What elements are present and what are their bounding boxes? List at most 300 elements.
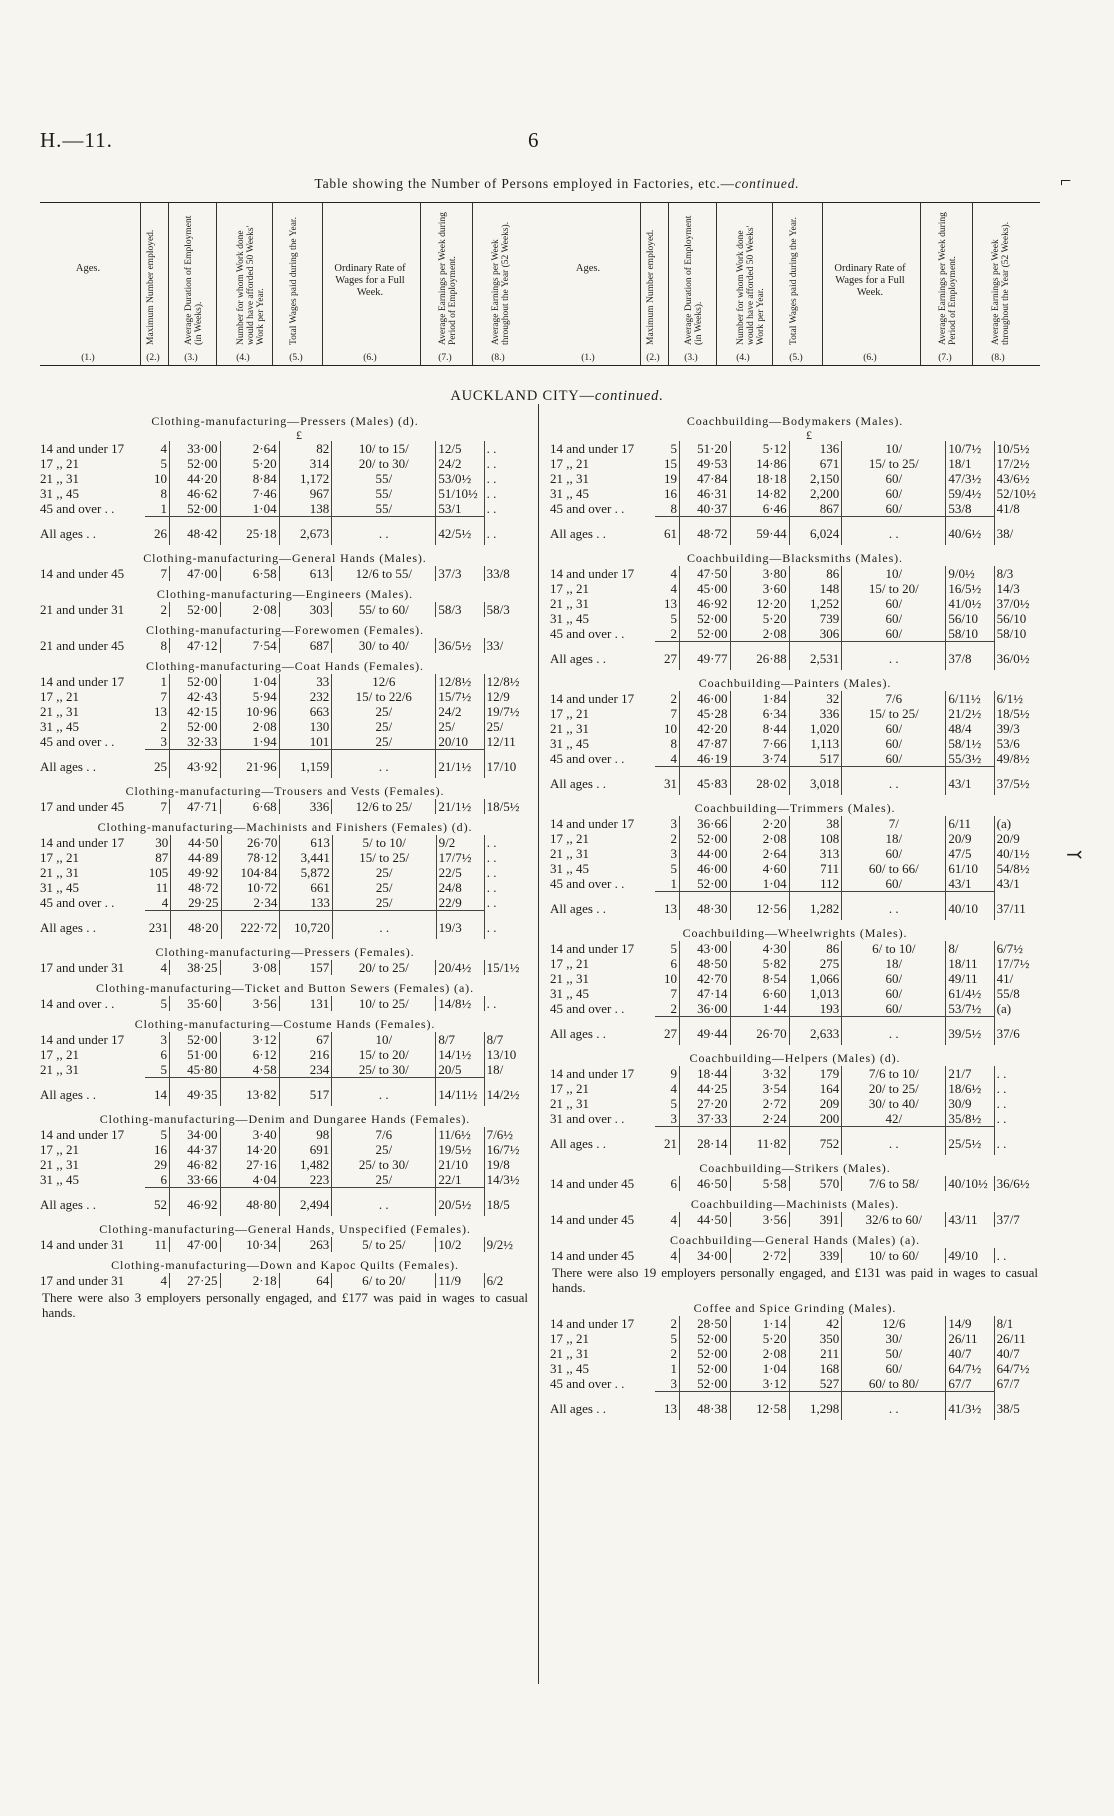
total-label: All ages . . [40,1086,96,1102]
table-row [548,1248,1042,1263]
value-cell: 1,252 [789,596,842,611]
column-header-label: Average Duration of Employment (in Weeks). [184,215,204,345]
table-row [548,691,1042,706]
value-cell: 5·82 [730,956,789,971]
value-cell: 20/ to 25/ [842,1081,946,1096]
value-cell: 52·00 [170,456,220,471]
total-value: 28·14 [680,1127,730,1156]
value-cell: 52·00 [680,876,730,892]
table-row [38,835,532,850]
age-cell: 31 and over . . [550,1111,625,1127]
value-cell: 60/ [842,626,946,642]
value-cell: 108 [789,831,842,846]
value-cell: 1·94 [220,734,279,750]
value-cell: 2 [655,1316,679,1331]
value-cell: 52·00 [680,1361,730,1376]
age-cell: 17 and under 31 [40,1273,125,1288]
total-value: 40/10 [946,892,994,921]
value-cell: 25/ [332,880,436,895]
value-cell: 52·00 [680,1346,730,1361]
value-cell: 55/ to 60/ [332,602,436,617]
section-table [548,816,1042,920]
value-cell: 101 [279,734,332,750]
value-cell: 25/ [332,895,436,911]
value-cell: 2·08 [730,831,789,846]
table-row [548,626,1042,642]
section-table [38,960,532,975]
total-value: 37/11 [996,900,1026,916]
pound-sign: £ [296,428,302,442]
value-cell: 25/ [436,719,484,734]
value-cell: 86 [789,941,842,956]
table-row [548,1212,1042,1227]
value-cell: 4 [655,1248,679,1263]
value-cell: 12·20 [730,596,789,611]
column-header-label: Ages. [75,263,101,274]
value-cell: 60/ [842,486,946,501]
total-value: 6,024 [789,517,842,546]
value-cell: 967 [279,486,332,501]
table-row [548,566,1042,581]
value-cell: 42/ [842,1111,946,1127]
value-cell: 21/1½ [436,799,484,814]
value-cell: 36/6½ [996,1176,1030,1191]
age-cell: 17 ,, 21 [40,1047,79,1062]
value-cell: 46·82 [170,1157,220,1172]
value-cell: 51·00 [170,1047,220,1062]
value-cell: 4·60 [730,861,789,876]
value-cell: 60/ [842,751,946,767]
table-row [548,471,1042,486]
age-cell: 17 ,, 21 [550,456,589,471]
age-cell: 31 ,, 45 [40,880,79,895]
total-value: 37/8 [946,642,994,671]
age-cell: 14 and under 17 [40,441,125,456]
value-cell: 47·84 [680,471,730,486]
age-cell: 14 and under 17 [40,674,125,689]
value-cell: 42·20 [680,721,730,736]
value-cell: 5/ to 25/ [332,1237,436,1252]
value-cell: 130 [279,719,332,734]
value-cell: 58/3 [486,602,510,617]
table-row [548,1376,1042,1392]
value-cell: 5 [655,941,679,956]
value-cell: 7 [655,986,679,1001]
value-cell: 29 [145,1157,169,1172]
age-cell: 45 and over . . [40,734,115,750]
total-value: 10,720 [280,911,332,940]
age-cell: 14 and under 45 [550,1176,635,1191]
value-cell: . . [486,996,497,1011]
value-cell: 40/10½ [946,1176,994,1191]
occupation-section [548,1051,1042,1155]
value-cell: 12/8½ [486,674,520,689]
total-value: 37/5½ [996,775,1030,791]
value-cell: 5·58 [730,1176,789,1191]
table-row [38,1032,532,1047]
value-cell: 33·66 [170,1172,220,1188]
value-cell: 209 [789,1096,842,1111]
value-cell: 3 [655,846,679,861]
value-cell: . . [486,441,497,456]
value-cell: 55/3½ [946,751,994,767]
value-cell: 8·44 [730,721,789,736]
total-row [548,1127,1042,1156]
margin-pin-mark: ⤙ [1066,844,1083,866]
age-cell: 21 ,, 31 [550,721,589,736]
total-value: 20/5½ [436,1188,484,1217]
value-cell: 25/ [332,734,436,750]
column-header-cell [322,203,417,365]
section-table [548,1248,1042,1263]
section-table [548,441,1042,545]
value-cell: 2·72 [730,1248,789,1263]
value-cell: 44·89 [171,850,221,865]
value-cell: 52/10½ [996,486,1037,501]
value-cell: 42 [789,1316,842,1331]
age-cell: 17 ,, 21 [550,1081,589,1096]
value-cell: 9/0½ [946,566,994,581]
value-cell: 10·72 [221,880,280,895]
column-header-label: Average Earnings per Week throughout the Year (52 Weeks). [991,221,1011,345]
value-cell: 10/ [842,566,946,581]
table-title-continued: continued. [734,176,800,191]
age-cell: 14 and under 17 [550,566,635,581]
value-cell: 67/7 [996,1376,1020,1392]
table-row [38,1157,532,1172]
value-cell: 5·20 [220,456,279,471]
value-cell: 7/6 [842,691,946,706]
value-cell: 12/11 [486,734,516,750]
age-cell: 21 ,, 31 [550,1096,589,1111]
value-cell: 4 [655,581,679,596]
column-header-cell [972,203,1023,365]
value-cell: 2,150 [789,471,842,486]
value-cell: 2·24 [730,1111,789,1127]
value-cell: 527 [789,1376,842,1392]
table-row [548,831,1042,846]
value-cell: 2 [655,1346,679,1361]
total-value: 43·92 [170,750,220,779]
total-row [548,642,1042,671]
value-cell: 32 [789,691,842,706]
value-cell: 98 [279,1127,332,1142]
occupation-section [38,820,532,939]
value-cell: . . [996,1081,1007,1096]
value-cell: 39/3 [996,721,1020,736]
total-value: . . [842,1127,946,1156]
value-cell: 19/7½ [486,704,520,719]
total-value: 2,494 [279,1188,332,1217]
total-row [548,1017,1042,1046]
occupation-section [38,1258,532,1320]
table-row [548,971,1042,986]
value-cell: 15/ to 20/ [332,1047,436,1062]
table-row [38,996,532,1011]
value-cell: 48/4 [946,721,994,736]
occupation-section [38,981,532,1011]
table-row [38,1142,532,1157]
value-cell: 26·70 [221,835,280,850]
total-value: . . [842,1017,946,1046]
value-cell: 47·12 [170,638,220,653]
value-cell: 60/ [842,471,946,486]
value-cell: 3 [655,1111,679,1127]
value-cell: 60/ [842,1361,946,1376]
value-cell: 5 [655,441,679,456]
value-cell: 15 [655,456,679,471]
table-row [548,1331,1042,1346]
value-cell: 10/5½ [996,441,1030,456]
value-cell: 11/6½ [436,1127,484,1142]
value-cell: 3·12 [220,1032,279,1047]
page-header [40,128,1040,164]
left-column [38,408,532,1708]
table-title [0,176,1114,192]
column-header-label: Total Wages paid during the Year. [289,217,299,345]
value-cell: 5/ to 10/ [332,835,436,850]
value-cell: 47·71 [170,799,220,814]
value-cell: 46·00 [680,691,730,706]
value-cell: 2·08 [730,1346,789,1361]
table-row [548,596,1042,611]
value-cell: 58/1½ [946,736,994,751]
value-cell: 52·00 [680,626,730,642]
value-cell: 4 [655,1081,679,1096]
column-header-number: (7.) [438,353,452,363]
value-cell: 52·00 [170,674,220,689]
value-cell: 40/7 [946,1346,994,1361]
value-cell: 1 [145,674,169,689]
value-cell: 27·25 [170,1273,220,1288]
total-value: 25/5½ [946,1127,994,1156]
age-cell: 45 and over . . [40,501,115,517]
value-cell: 8/1 [996,1316,1014,1331]
value-cell: 18/ [486,1062,504,1078]
age-cell: 31 ,, 45 [40,1172,79,1188]
value-cell: 86 [789,566,842,581]
column-header-cell [420,203,469,365]
total-value: 46·92 [170,1188,220,1217]
table-row [548,486,1042,501]
column-header-number: (3.) [184,353,198,363]
occupation-section [38,1222,532,1252]
table-row [548,956,1042,971]
section-table [38,566,532,581]
value-cell: 18/6½ [946,1081,994,1096]
value-cell: 7·66 [730,736,789,751]
age-cell: 21 ,, 31 [550,846,589,861]
age-cell: 45 and over . . [550,1001,625,1017]
value-cell: 1 [655,876,679,892]
value-cell: 15/1½ [486,960,520,975]
section-table [548,566,1042,670]
total-value: 25 [145,750,169,779]
value-cell: 58/10 [996,626,1027,642]
value-cell: 30/ to 40/ [332,638,436,653]
value-cell: 5·20 [730,1331,789,1346]
value-cell: 6/11 [946,816,994,831]
occupation-section [548,1233,1042,1295]
table-row [548,1361,1042,1376]
value-cell: 25/ [332,719,436,734]
value-cell: 43·00 [680,941,730,956]
value-cell: 6/ to 20/ [332,1273,436,1288]
value-cell: 53/0½ [436,471,484,486]
age-cell: 17 and under 31 [40,960,125,975]
occupation-section [548,551,1042,670]
value-cell: 24/2 [436,456,484,471]
column-header-number: (3.) [684,353,698,363]
value-cell: 2·08 [220,602,279,617]
column-header-half [40,203,540,365]
section-title: Clothing-manufacturing—Pressers (Females). [155,945,415,959]
value-cell: 14·82 [730,486,789,501]
value-cell: 20/10 [436,734,484,750]
value-cell: 4·30 [730,941,789,956]
value-cell: 52·00 [170,602,220,617]
value-cell: 46·92 [680,596,730,611]
table-row [548,736,1042,751]
occupation-section [38,1112,532,1216]
total-value: 21/1½ [436,750,484,779]
value-cell: 4 [145,441,169,456]
value-cell: 12/8½ [436,674,484,689]
value-cell: 33/8 [486,566,510,581]
pound-sign: £ [806,428,812,442]
value-cell: 44·20 [170,471,220,486]
table-row [548,501,1042,517]
value-cell: 1·14 [730,1316,789,1331]
value-cell: 104·84 [221,865,280,880]
value-cell: 11 [145,1237,169,1252]
value-cell: 391 [789,1212,842,1227]
value-cell: 60/ [842,611,946,626]
total-value: . . [842,517,946,546]
value-cell: 47·50 [680,566,730,581]
value-cell: 5 [145,456,169,471]
value-cell: 1,020 [789,721,842,736]
value-cell: . . [486,850,497,865]
total-value: 1,159 [279,750,332,779]
value-cell: 2·08 [220,719,279,734]
value-cell: 20/5 [436,1062,484,1078]
value-cell: 37/7 [996,1212,1020,1227]
value-cell: 112 [789,876,842,892]
age-cell: 31 ,, 45 [40,486,79,501]
age-cell: 17 ,, 21 [550,831,589,846]
age-cell: 31 ,, 45 [550,611,589,626]
section-table [548,691,1042,795]
value-cell: 15/ to 22/6 [332,689,436,704]
age-cell: 14 and under 17 [550,441,635,456]
value-cell: 5 [145,996,169,1011]
column-header-label: Total Wages paid during the Year. [789,217,799,345]
section-title: Clothing-manufacturing—General Hands (Males). [143,551,427,565]
value-cell: 16 [145,1142,169,1157]
value-cell: 2·64 [730,846,789,861]
value-cell: 105 [145,865,171,880]
total-value: 38/ [996,525,1014,541]
section-title: Coachbuilding—Painters (Males). [698,676,892,690]
table-row [548,581,1042,596]
value-cell: 40/7 [996,1346,1020,1361]
value-cell: 9 [655,1066,679,1081]
total-value: 45·83 [680,767,730,796]
age-cell: 14 and under 17 [40,1127,125,1142]
age-cell: 45 and over . . [550,751,625,767]
total-row [38,911,532,940]
total-value: 26·88 [730,642,789,671]
value-cell: 11/9 [436,1273,484,1288]
table-row [38,1273,532,1288]
value-cell: 37/3 [436,566,484,581]
column-header-number: (1.) [81,353,95,363]
total-value: . . [842,767,946,796]
section-title: Clothing-manufacturing—Denim and Dungaree Hands (Females). [99,1112,471,1126]
value-cell: 9/2½ [486,1237,514,1252]
table-row [38,674,532,689]
value-cell: 37/0½ [996,596,1030,611]
column-header-number: (6.) [863,353,877,363]
value-cell: 41/ [996,971,1014,986]
value-cell: 8/ [946,941,994,956]
section-title: Clothing-manufacturing—Costume Hands (Females). [134,1017,436,1031]
table-row [38,602,532,617]
value-cell: 49·92 [171,865,221,880]
column-header-cell [668,203,713,365]
value-cell: 3·54 [730,1081,789,1096]
table-row [38,704,532,719]
table-row [548,441,1042,456]
value-cell: 234 [279,1062,332,1078]
value-cell: 53/7½ [946,1001,994,1017]
value-cell: 6·68 [220,799,279,814]
value-cell: 10/ [332,1032,436,1047]
value-cell: . . [996,1248,1007,1263]
value-cell: . . [486,501,497,517]
value-cell: 16 [655,486,679,501]
value-cell: 2 [145,602,169,617]
value-cell: 6/2 [486,1273,504,1288]
section-title: Clothing-manufacturing—Engineers (Males). [156,587,414,601]
right-column [548,408,1042,1708]
column-header-number: (2.) [146,353,160,363]
value-cell: 18/ [842,831,946,846]
total-value: . . [332,750,436,779]
age-cell: 14 and under 17 [550,941,635,956]
total-value: 3,018 [789,767,842,796]
value-cell: 2·72 [730,1096,789,1111]
value-cell: 33·00 [170,441,220,456]
value-cell: 7·54 [220,638,279,653]
value-cell: 303 [279,602,332,617]
value-cell: 60/ [842,846,946,861]
value-cell: 157 [279,960,332,975]
value-cell: 34·00 [170,1127,220,1142]
total-value: 48·20 [171,911,221,940]
value-cell: 5·20 [730,611,789,626]
value-cell: 18/5½ [486,799,520,814]
value-cell: 15/ to 25/ [842,706,946,721]
table-row [38,734,532,750]
value-cell: 24/8 [436,880,484,895]
total-value: 13 [655,1392,679,1421]
value-cell: 15/7½ [436,689,484,704]
column-header-label: Average Duration of Employment (in Weeks). [684,215,704,345]
age-cell: 31 ,, 45 [550,1361,589,1376]
value-cell: 50/ [842,1346,946,1361]
